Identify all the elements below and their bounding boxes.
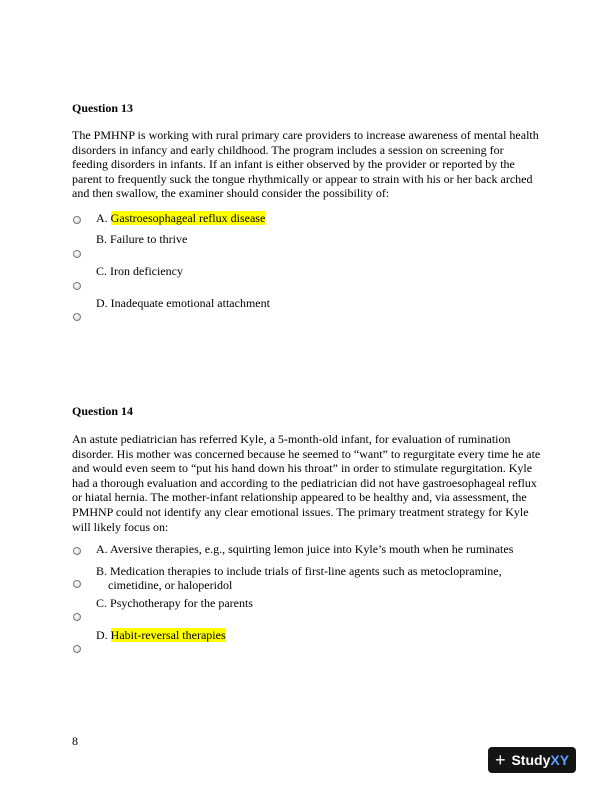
- q13-option-a-radio[interactable]: [73, 216, 81, 224]
- q14-option-c-radio[interactable]: [73, 613, 81, 621]
- q13-option-c-radio[interactable]: [73, 282, 81, 290]
- option-text: Aversive therapies, e.g., squirting lemon juice into Kyle’s mouth when he ruminates: [110, 542, 514, 556]
- option-text: Habit-reversal therapies: [110, 628, 226, 642]
- option-text: Gastroesophageal reflux disease: [110, 211, 266, 225]
- q14-option-b-radio[interactable]: [73, 580, 81, 588]
- option-text: Medication therapies to include trials of first-line agents such as metoclopramine,: [110, 564, 502, 578]
- question-13-title: Question 13: [72, 101, 134, 115]
- page-number: 8: [72, 734, 78, 748]
- q13-option-d-radio[interactable]: [73, 313, 81, 321]
- option-letter: B.: [96, 232, 108, 246]
- option-letter: A.: [96, 211, 108, 225]
- q13-option-b[interactable]: [96, 232, 187, 246]
- option-letter: D.: [96, 296, 108, 310]
- studyxy-logo[interactable]: [488, 747, 576, 773]
- option-text: Iron deficiency: [110, 264, 183, 278]
- plus-icon: +: [494, 750, 506, 770]
- q13-option-b-radio[interactable]: [73, 250, 81, 258]
- q14-option-b[interactable]: [96, 564, 536, 592]
- brand-name: [511, 752, 569, 768]
- question-14-title: Question 14: [72, 404, 134, 418]
- q14-option-a-radio[interactable]: [73, 547, 81, 555]
- option-letter: C.: [96, 596, 108, 610]
- q13-option-a[interactable]: [96, 211, 265, 225]
- option-letter: D.: [96, 628, 108, 642]
- question-14-stem: An astute pediatrician has referred Kyle, a 5-month-old infant, for evaluation of rumination disorder. His mother was concerned because he seemed to “want” to regurgitate every time he ate and would even seem to “put his hand down his throat” in order to stimulate regurgitation. Kyle had a thorough evaluation and according to the pediatrician did not have gastroesophageal reflux or hiatal hernia. The mother-infant relationship appeared to be healthy and, via assessment, the PMHNP could not identify any clear emotional issues. The primary treatment strategy for Kyle will likely focus on:: [72, 432, 541, 534]
- q14-option-d-radio[interactable]: [73, 645, 81, 653]
- option-text: Failure to thrive: [110, 232, 188, 246]
- option-letter: C.: [96, 264, 108, 278]
- option-letter: A.: [96, 542, 108, 556]
- option-letter: B.: [96, 564, 108, 578]
- q13-option-d[interactable]: [96, 296, 270, 310]
- option-text-continued: cimetidine, or haloperidol: [108, 578, 233, 592]
- brand-suffix: XY: [550, 752, 570, 768]
- brand-prefix: Study: [511, 752, 551, 768]
- option-text: Psychotherapy for the parents: [110, 596, 253, 610]
- q14-option-d[interactable]: [96, 628, 226, 642]
- question-13-stem: The PMHNP is working with rural primary care providers to increase awareness of mental health disorders in infancy and early childhood. The program includes a session on screening for feeding disorders in infants. If an infant is either observed by the provider or reported by the parent to frequently suck the tongue rhythmically or appear to strain with his or her back arched and then swallow, the examiner should consider the possibility of:: [72, 128, 539, 201]
- q14-option-c[interactable]: [96, 596, 253, 610]
- option-text: Inadequate emotional attachment: [110, 296, 270, 310]
- q14-option-a[interactable]: [96, 542, 513, 556]
- q13-option-c[interactable]: [96, 264, 183, 278]
